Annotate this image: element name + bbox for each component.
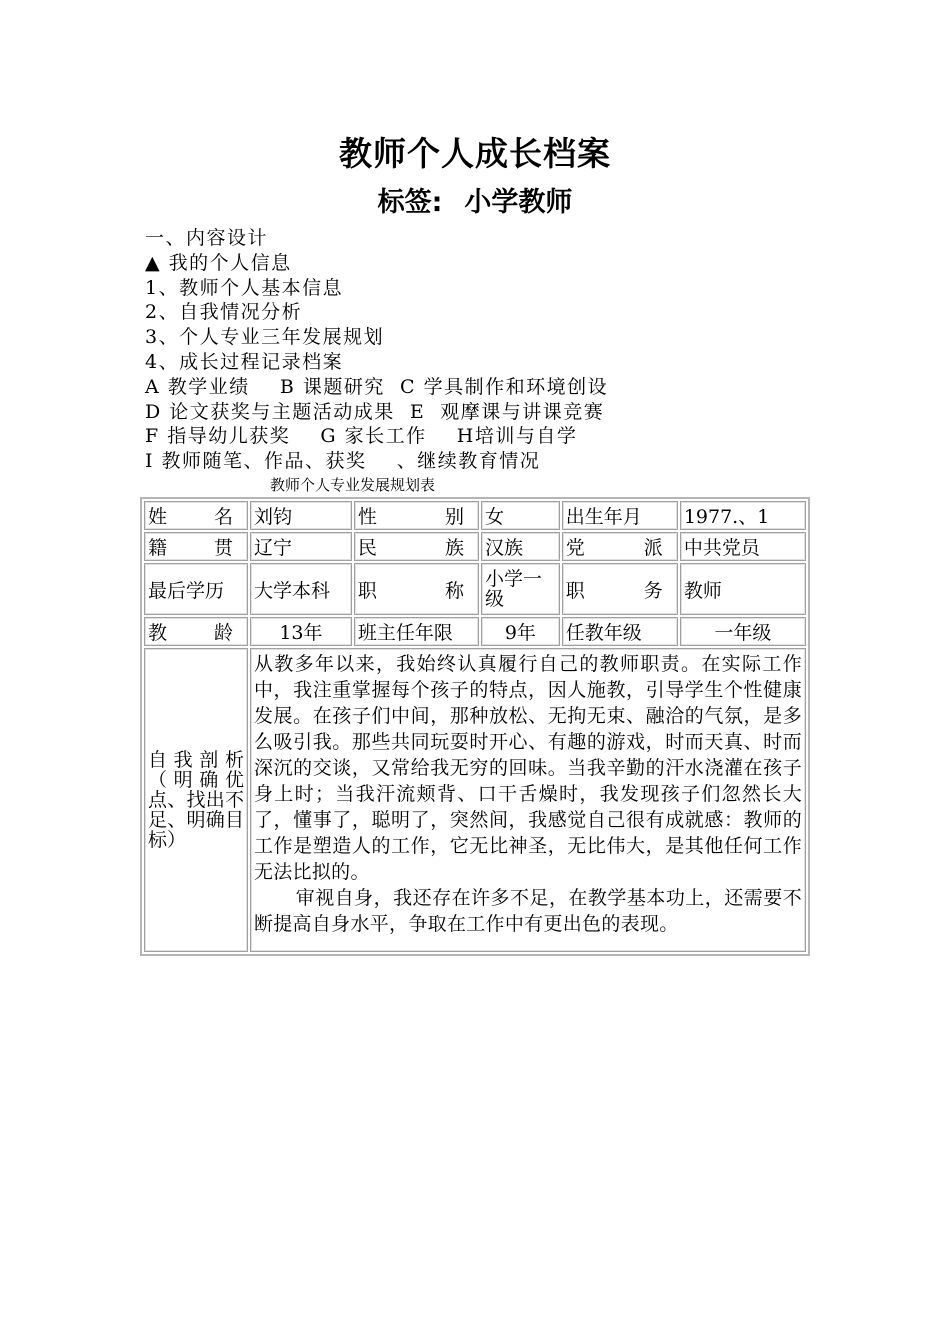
value-title: 小学一级 [481, 563, 560, 615]
label-grade: 任教年级 [562, 617, 678, 646]
outline-item: 1、教师个人基本信息 [145, 276, 344, 299]
label-hometown: 籍贯 [144, 532, 248, 561]
development-plan-table [140, 497, 810, 956]
value-grade: 一年级 [680, 617, 806, 646]
outline-item: 一、内容设计 [145, 227, 269, 249]
subtitle-value: 小学教师 [464, 187, 573, 218]
self-analysis-content [250, 648, 806, 952]
table-caption: 教师个人专业发展规划表 [270, 476, 436, 494]
label-education: 最后学历 [144, 563, 248, 615]
value-birth: 1977.、1 [680, 501, 806, 530]
content-outline [145, 226, 608, 474]
value-hometown: 辽宁 [250, 532, 352, 561]
outline-item: 3、个人专业三年发展规划 [145, 326, 385, 349]
value-name: 刘钧 [250, 501, 352, 530]
outline-item: 2、自我情况分析 [145, 301, 303, 324]
table-row [144, 501, 806, 530]
label-party: 党派 [562, 532, 678, 561]
value-party: 中共党员 [680, 532, 806, 561]
subtitle-label: 标签: [377, 187, 443, 218]
label-ethnicity: 民族 [354, 532, 479, 561]
label-title: 职称 [354, 563, 479, 615]
outline-item: A 教学业绩 B 课题研究 C 学具制作和环境创设 [145, 375, 609, 398]
label-gender: 性别 [354, 501, 479, 530]
label-position: 职务 [562, 563, 678, 615]
label-birth: 出生年月 [562, 501, 678, 530]
table-row [144, 532, 806, 561]
label-self-analysis: 自我剖析（明确优点、找出不足、明确目标） [144, 648, 248, 952]
value-years-teaching: 13年 [250, 617, 352, 646]
label-years-teaching: 教龄 [144, 617, 248, 646]
value-position: 教师 [680, 563, 806, 615]
outline-item: ▲ 我的个人信息 [145, 251, 292, 274]
value-gender: 女 [481, 501, 560, 530]
outline-item: I 教师随笔、作品、获奖 、继续教育情况 [145, 450, 541, 473]
outline-item: 4、成长过程记录档案 [145, 350, 344, 373]
label-head-teacher-years: 班主任年限 [354, 617, 479, 646]
label-name: 姓名 [144, 501, 248, 530]
self-analysis-paragraph: 审视自身，我还存在许多不足，在教学基本功上，还需要不断提高自身水平，争取在工作中有更出色的表现。 [253, 887, 802, 935]
document-title: 教师个人成长档案 [339, 134, 611, 173]
table-row [144, 648, 806, 952]
value-ethnicity: 汉族 [481, 532, 560, 561]
document-subtitle [0, 180, 950, 219]
value-education: 大学本科 [250, 563, 352, 615]
outline-item: F 指导幼儿获奖 G 家长工作 H培训与自学 [145, 425, 578, 448]
outline-item: D 论文获奖与主题活动成果 E 观摩课与讲课竞赛 [145, 400, 605, 423]
table-row [144, 563, 806, 615]
table-row [144, 617, 806, 646]
value-head-teacher-years: 9年 [481, 617, 560, 646]
self-analysis-paragraph: 从教多年以来，我始终认真履行自己的教师职责。在实际工作中，我注重掌握每个孩子的特点，因人施教，引导学生个性健康发展。在孩子们中间，那种放松、无拘无束、融洽的气氛，是多么吸引我。那些共同玩耍时开心、有趣的游戏，时而天真、时而深沉的交谈，又常给我无穷的回味。当我辛勤的汗水浇灌在孩子身上时；当我汗流颊背、口干舌燥时，我发现孩子们忽然长大了，懂事了，聪明了，突然间，我感觉自己很有成就感：教师的工作是塑造人的工作，它无比神圣，无比伟大，是其他任何工作无法比拟的。 [253, 653, 802, 883]
